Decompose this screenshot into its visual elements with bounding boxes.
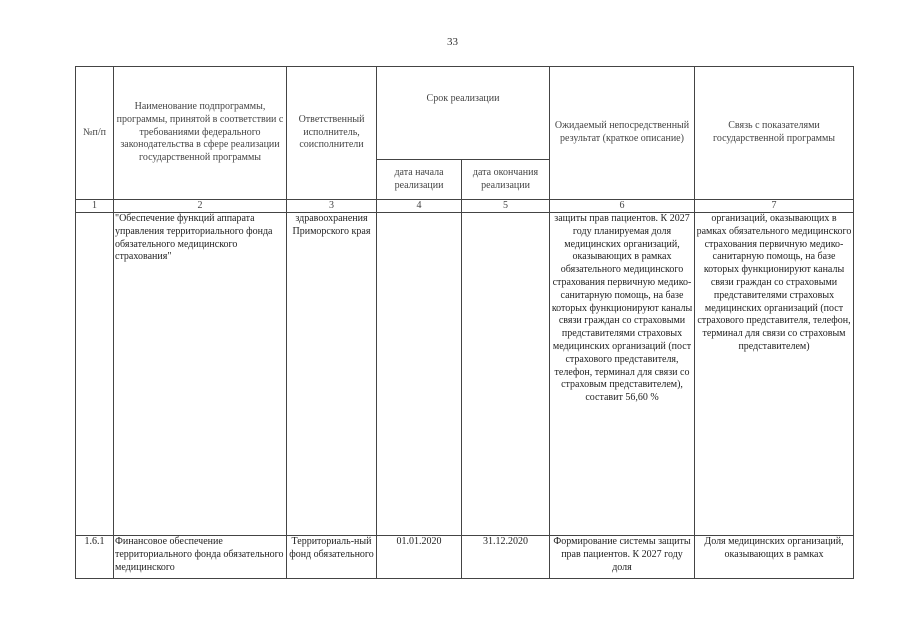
column-number: 3: [287, 200, 377, 213]
header-row: [76, 67, 854, 160]
row-link: организаций, оказывающих в рамках обязательного медицинского страхования первичную медико-санитарную помощь, на базе которых функционируют каналы связи граждан со страховыми представителями страховых медицинских организаций (пост страхового представителя, телефон, терминал для связи со страховым представителем): [695, 213, 854, 536]
row-start-date: [377, 213, 462, 536]
row-start-date: 01.01.2020: [377, 536, 462, 579]
row-num: 1.6.1: [76, 536, 114, 579]
column-number: 1: [76, 200, 114, 213]
column-number: 6: [550, 200, 695, 213]
header-name: Наименование подпрограммы, программы, принятой в соответствии с требованиями федерального законодательства в сфере реализации государственной программы: [114, 67, 287, 200]
program-table: [75, 66, 854, 579]
header-num: №п/п: [76, 67, 114, 200]
row-name: Финансовое обеспечение территориального фонда обязательного медицинского: [114, 536, 287, 579]
row-end-date: 31.12.2020: [462, 536, 550, 579]
row-name: "Обеспечение функций аппарата управления территориального фонда обязательного медицинского страхования": [114, 213, 287, 536]
column-number: 2: [114, 200, 287, 213]
header-end-date: дата окончания реализации: [462, 160, 550, 200]
header-executor: Ответственный исполнитель, соисполнители: [287, 67, 377, 200]
table-row: [76, 213, 854, 536]
row-end-date: [462, 213, 550, 536]
column-number: 7: [695, 200, 854, 213]
header-link: Связь с показателями государственной программы: [695, 67, 854, 200]
row-result: Формирование системы защиты прав пациентов. К 2027 году доля: [550, 536, 695, 579]
header-result: Ожидаемый непосредственный результат (краткое описание): [550, 67, 695, 200]
header-period: Срок реализации: [377, 67, 550, 160]
row-executor: Территориаль-ный фонд обязательного: [287, 536, 377, 579]
row-num: [76, 213, 114, 536]
table-row: [76, 536, 854, 579]
column-number: 5: [462, 200, 550, 213]
header-start-date: дата начала реализации: [377, 160, 462, 200]
row-link: Доля медицинских организаций, оказывающих в рамках: [695, 536, 854, 579]
page-number: 33: [447, 36, 458, 48]
row-executor: здравоохранения Приморского края: [287, 213, 377, 536]
column-number: 4: [377, 200, 462, 213]
column-numbers-row: [76, 200, 854, 213]
row-result: защиты прав пациентов. К 2027 году планируемая доля медицинских организаций, оказывающих в рамках обязательного медицинского страхования первичную медико-санитарную помощь, на базе которых функционируют каналы связи граждан со страховыми представителями страховых медицинских организаций (пост страхового представителя, телефон, терминал для связи со страховым представителем), составит 56,60 %: [550, 213, 695, 536]
